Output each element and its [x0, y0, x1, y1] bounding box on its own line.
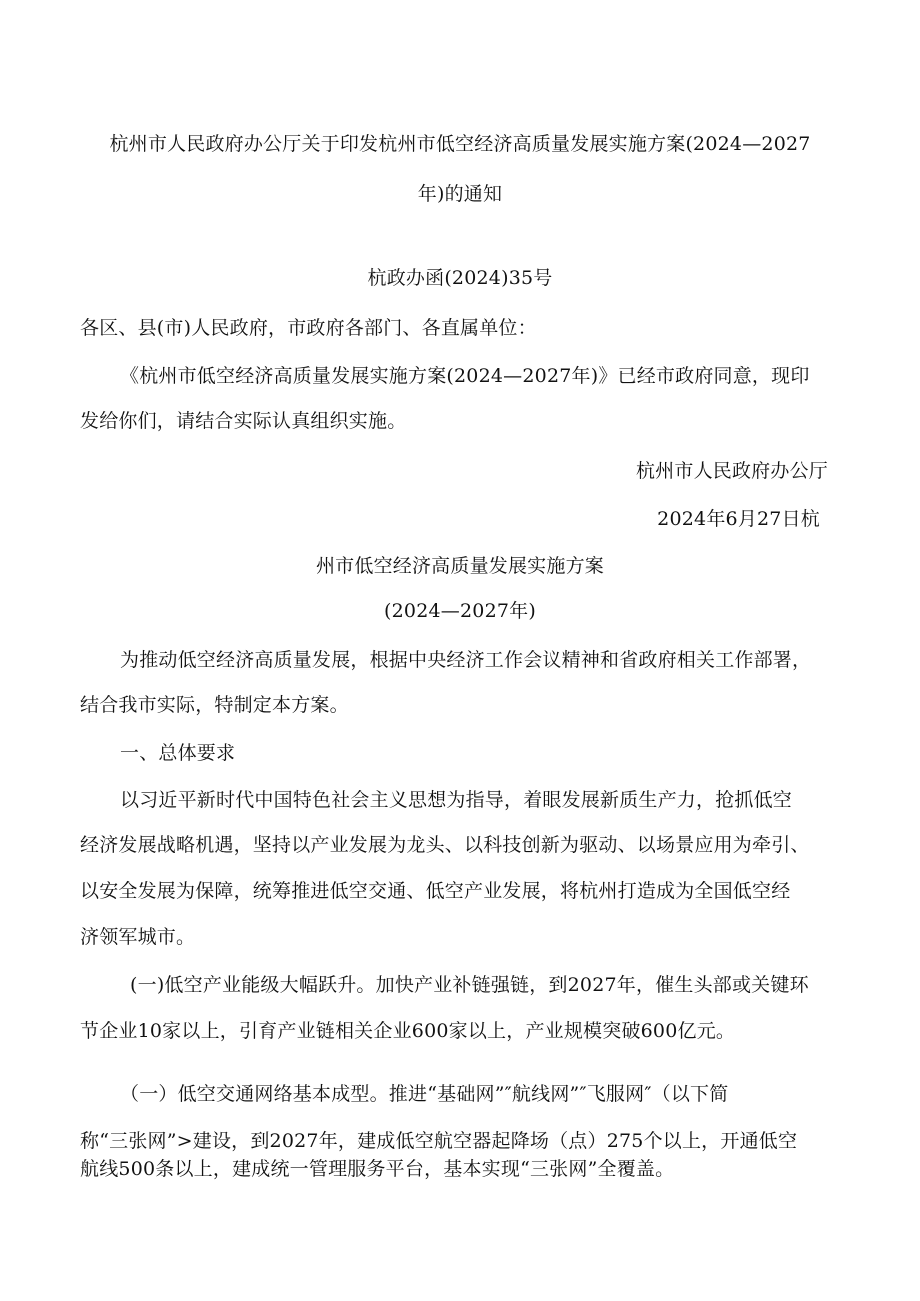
issuer-signature: 杭州市人民政府办公厅: [635, 460, 828, 482]
plan-title-line-1: 州市低空经济高质量发展实施方案: [315, 555, 604, 577]
notice-title-line-2: 年)的通知: [417, 183, 503, 205]
item-transport-line-1: （一）低空交通网络基本成型。推进“基础网”″航线网”″飞服网″（以下简: [120, 1083, 729, 1105]
notice-body-line-2: 发给你们，请结合实际认真组织实施。: [80, 410, 407, 432]
addressee: 各区、县(市)人民政府，市政府各部门、各直属单位：: [80, 317, 537, 339]
section-heading-general-requirements: 一、总体要求: [120, 742, 236, 764]
notice-body-line-1: 《杭州市低空经济高质量发展实施方案(2024—2027年)》已经市政府同意，现印: [120, 365, 810, 387]
section-paragraph-line-3: 以安全发展为保障，统筹推进低空交通、低空产业发展，将杭州打造成为全国低空经: [80, 880, 791, 902]
notice-title-line-1: 杭州市人民政府办公厅关于印发杭州市低空经济高质量发展实施方案(2024—2027: [109, 133, 811, 155]
plan-intro-line-2: 结合我市实际，特制定本方案。: [80, 694, 349, 716]
item-industry-line-1: (一)低空产业能级大幅跃升。加快产业补链强链，到2027年，催生头部或关键环: [130, 974, 809, 996]
section-paragraph-line-4: 济领军城市。: [80, 926, 196, 948]
issue-date: 2024年6月27日杭: [657, 508, 820, 530]
item-industry-line-2: 节企业10家以上，引育产业链相关企业600家以上，产业规模突破600亿元。: [80, 1020, 736, 1042]
item-transport-line-3: 航线500条以上，建成统一管理服务平台，基本实现“三张网”全覆盖。: [80, 1158, 675, 1180]
plan-title-line-2: (2024—2027年): [384, 600, 536, 622]
plan-intro-line-1: 为推动低空经济高质量发展，根据中央经济工作会议精神和省政府相关工作部署，: [120, 649, 812, 671]
item-transport-line-2: 称“三张网”>建设，到2027年，建成低空航空器起降场（点）275个以上，开通低空: [80, 1130, 798, 1152]
document-number: 杭政办函(2024)35号: [367, 267, 553, 289]
section-paragraph-line-2: 经济发展战略机遇，坚持以产业发展为龙头、以科技创新为驱动、以场景应用为牵引、: [80, 834, 810, 856]
section-paragraph-line-1: 以习近平新时代中国特色社会主义思想为指导，着眼发展新质生产力，抢抓低空: [120, 789, 793, 811]
